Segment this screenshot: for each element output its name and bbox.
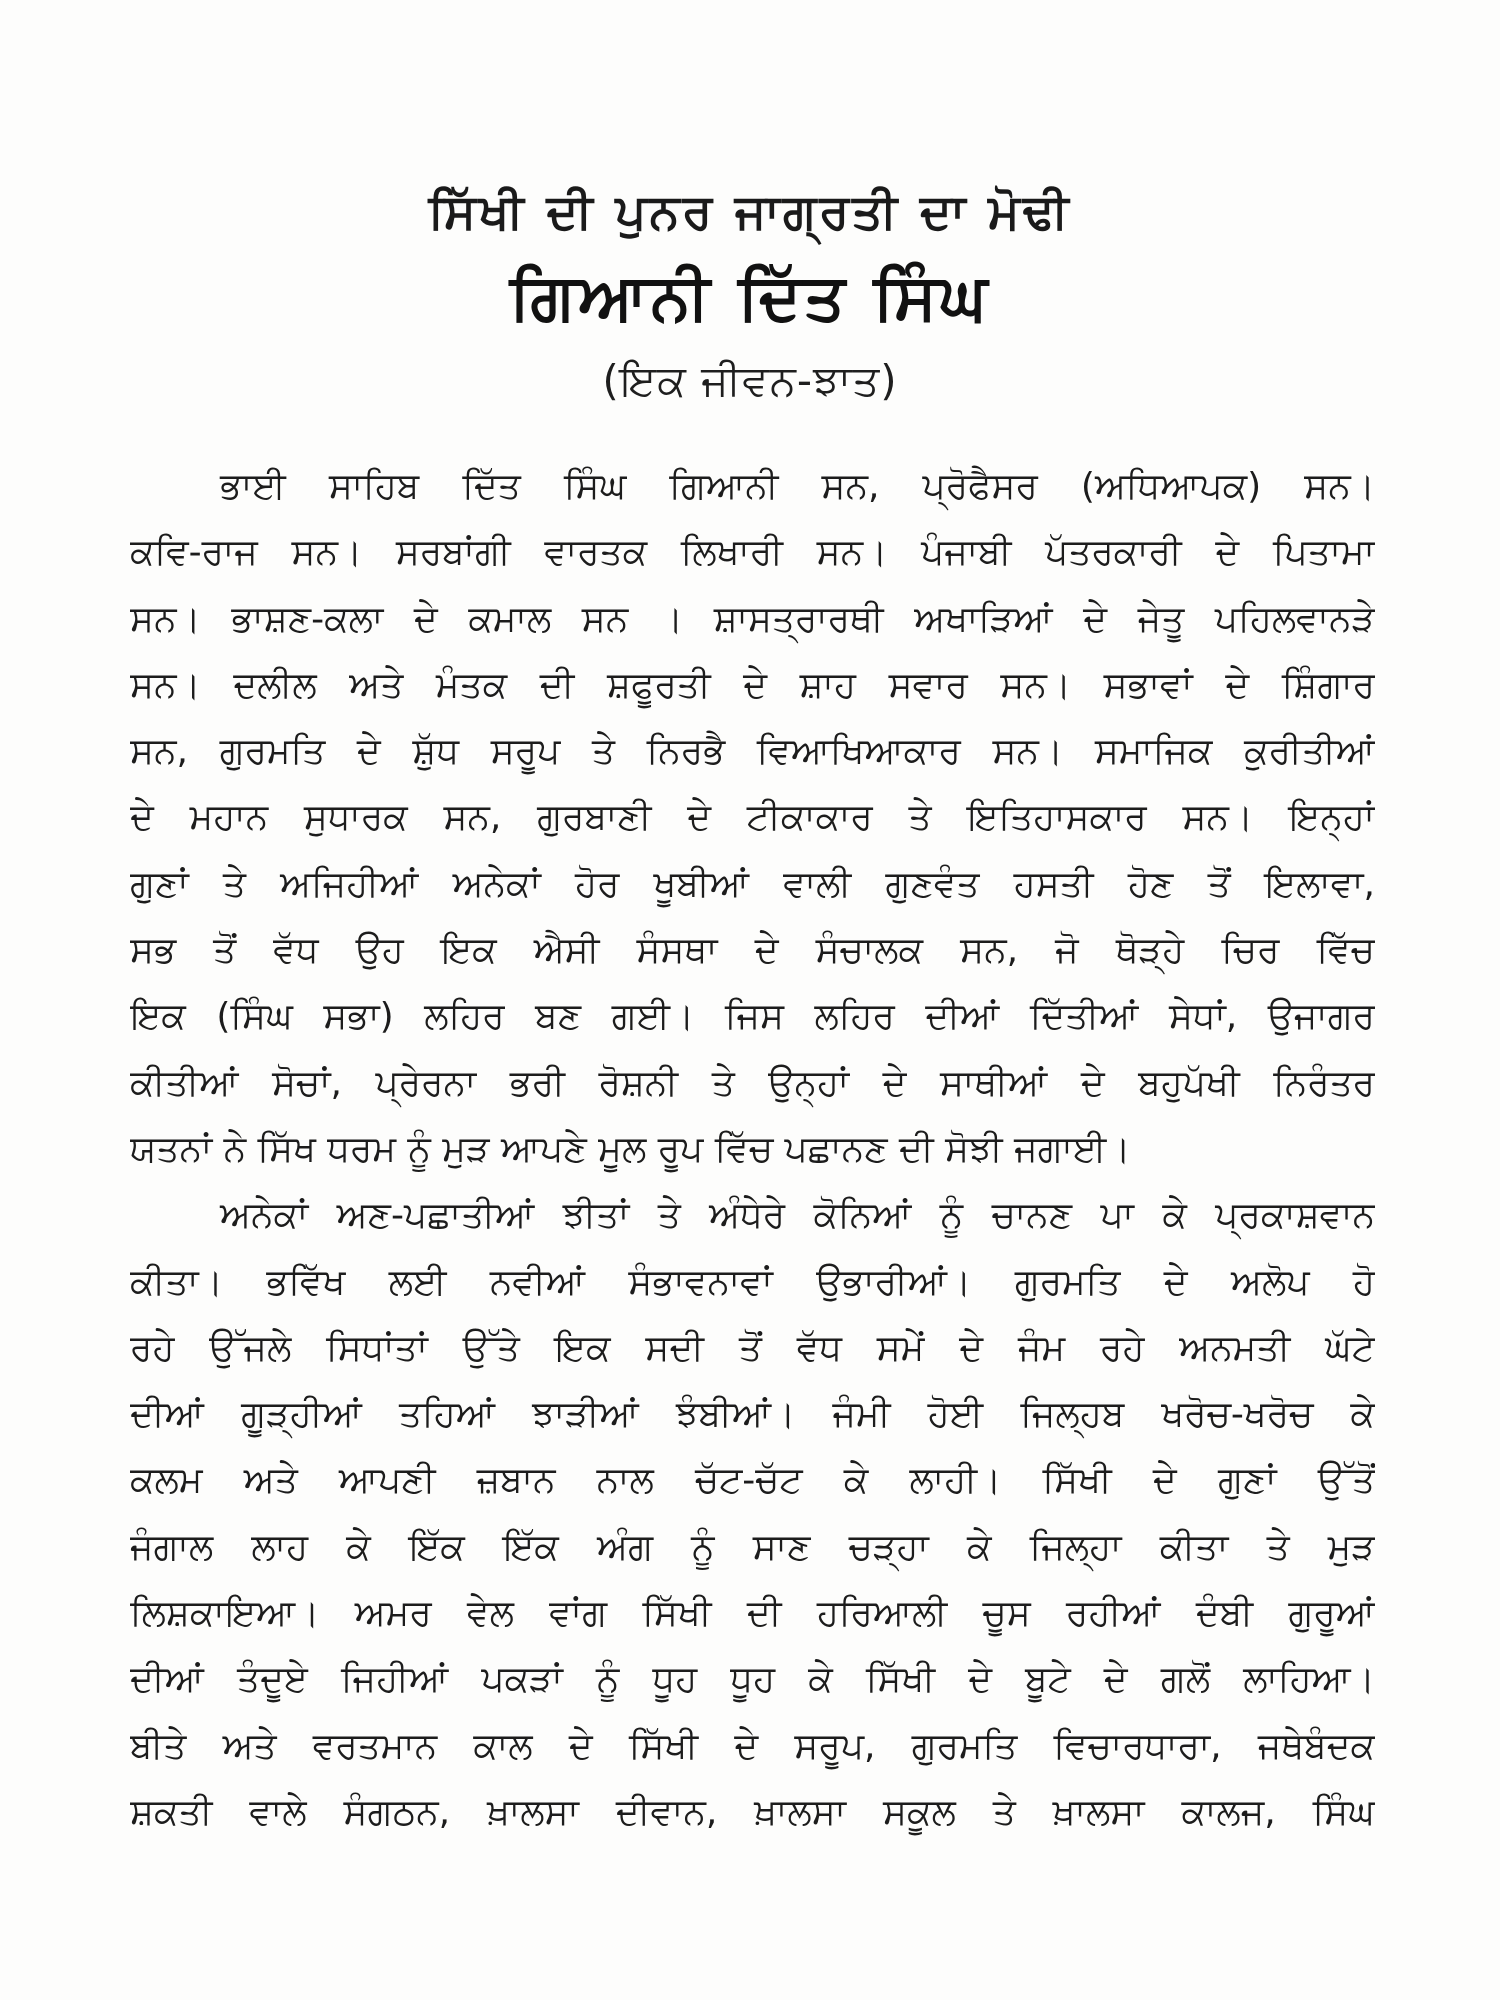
paragraph-2-line: ਸ਼ਕਤੀ ਵਾਲੇ ਸੰਗਠਨ, ਖ਼ਾਲਸਾ ਦੀਵਾਨ, ਖ਼ਾਲਸਾ ਸਕੂਲ ਤੇ ਖ਼ਾਲਸਾ ਕਾਲਜ, ਸਿੰਘ — [130, 1791, 1375, 1833]
paragraph-1-line: ਕੀਤੀਆਂ ਸੋਚਾਂ, ਪ੍ਰੇਰਨਾ ਭਰੀ ਰੋਸ਼ਨੀ ਤੇ ਉਨ੍ਹਾਂ ਦੇ ਸਾਥੀਆਂ ਦੇ ਬਹੁਪੱਖੀ ਨਿਰੰਤਰ — [130, 1062, 1375, 1104]
page-title-line-1: ਸਿੱਖੀ ਦੀ ਪੁਨਰ ਜਾਗ੍ਰਤੀ ਦਾ ਮੋਢੀ — [428, 184, 1072, 240]
paragraph-1-line: ਭਾਈ ਸਾਹਿਬ ਦਿੱਤ ਸਿੰਘ ਗਿਆਨੀ ਸਨ, ਪ੍ਰੋਫੈਸਰ (ਅਧਿਆਪਕ) ਸਨ। — [220, 466, 1375, 507]
paragraph-2-line: ਅਨੇਕਾਂ ਅਣ-ਪਛਾਤੀਆਂ ਝੀਤਾਂ ਤੇ ਅੰਧੇਰੇ ਕੋਨਿਆਂ ਨੂੰ ਚਾਨਣ ਪਾ ਕੇ ਪ੍ਰਕਾਸ਼ਵਾਨ — [220, 1195, 1375, 1237]
paragraph-2-line: ਦੀਆਂ ਤੰਦੂਏ ਜਿਹੀਆਂ ਪਕੜਾਂ ਨੂੰ ਧੂਹ ਧੂਹ ਕੇ ਸਿੱਖੀ ਦੇ ਬੂਟੇ ਦੇ ਗਲੋਂ ਲਾਹਿਆ। — [130, 1659, 1375, 1701]
paragraph-1-line: ਸਭ ਤੋਂ ਵੱਧ ਉਹ ਇਕ ਐਸੀ ਸੰਸਥਾ ਦੇ ਸੰਚਾਲਕ ਸਨ, ਜੋ ਥੋੜ੍ਹੇ ਚਿਰ ਵਿੱਚ — [130, 930, 1375, 972]
paragraph-2-line: ਰਹੇ ਉੱਜਲੇ ਸਿਧਾਂਤਾਂ ਉੱਤੇ ਇਕ ਸਦੀ ਤੋਂ ਵੱਧ ਸਮੇਂ ਦੇ ਜੰਮ ਰਹੇ ਅਨਮਤੀ ਘੱਟੇ — [130, 1327, 1375, 1369]
page-subtitle: (ਇਕ ਜੀਵਨ-ਝਾਤ) — [602, 356, 898, 405]
paragraph-2-line: ਜੰਗਾਲ ਲਾਹ ਕੇ ਇੱਕ ਇੱਕ ਅੰਗ ਨੂੰ ਸਾਣ ਚੜ੍ਹਾ ਕੇ ਜਿਲ੍ਹਾ ਕੀਤਾ ਤੇ ਮੁੜ — [130, 1526, 1375, 1568]
paragraph-1-line: ਇਕ (ਸਿੰਘ ਸਭਾ) ਲਹਿਰ ਬਣ ਗਈ। ਜਿਸ ਲਹਿਰ ਦੀਆਂ ਦਿੱਤੀਆਂ ਸੇਧਾਂ, ਉਜਾਗਰ — [130, 996, 1375, 1038]
paragraph-1-line: ਯਤਨਾਂ ਨੇ ਸਿੱਖ ਧਰਮ ਨੂੰ ਮੁੜ ਆਪਣੇ ਮੂਲ ਰੂਪ ਵਿੱਚ ਪਛਾਨਣ ਦੀ ਸੋਝੀ ਜਗਾਈ। — [130, 1128, 1131, 1170]
paragraph-1-line: ਕਵਿ-ਰਾਜ ਸਨ। ਸਰਬਾਂਗੀ ਵਾਰਤਕ ਲਿਖਾਰੀ ਸਨ। ਪੰਜਾਬੀ ਪੱਤਰਕਾਰੀ ਦੇ ਪਿਤਾਮਾ — [130, 532, 1375, 574]
paragraph-1-line: ਸਨ। ਭਾਸ਼ਣ-ਕਲਾ ਦੇ ਕਮਾਲ ਸਨ । ਸ਼ਾਸਤ੍ਰਾਰਥੀ ਅਖਾੜਿਆਂ ਦੇ ਜੇਤੂ ਪਹਿਲਵਾਨੜੇ — [130, 598, 1375, 640]
paragraph-2-line: ਲਿਸ਼ਕਾਇਆ। ਅਮਰ ਵੇਲ ਵਾਂਗ ਸਿੱਖੀ ਦੀ ਹਰਿਆਲੀ ਚੂਸ ਰਹੀਆਂ ਦੰਬੀ ਗੁਰੂਆਂ — [130, 1593, 1375, 1635]
title-block — [0, 172, 1500, 418]
paragraph-2-line: ਕਲਮ ਅਤੇ ਆਪਣੀ ਜ਼ਬਾਨ ਨਾਲ ਚੱਟ-ਚੱਟ ਕੇ ਲਾਹੀ। ਸਿੱਖੀ ਦੇ ਗੁਣਾਂ ਉੱਤੋਂ — [130, 1460, 1375, 1502]
paragraph-1-line: ਸਨ। ਦਲੀਲ ਅਤੇ ਮੰਤਕ ਦੀ ਸ਼ਫੂਰਤੀ ਦੇ ਸ਼ਾਹ ਸਵਾਰ ਸਨ। ਸਭਾਵਾਂ ਦੇ ਸ਼ਿੰਗਾਰ — [130, 664, 1375, 706]
paragraph-2-line: ਦੀਆਂ ਗੂੜ੍ਹੀਆਂ ਤਹਿਆਂ ਝਾੜੀਆਂ ਝੰਬੀਆਂ। ਜੰਮੀ ਹੋਈ ਜਿਲ੍ਹਬ ਖਰੋਚ-ਖਰੋਚ ਕੇ — [130, 1394, 1375, 1436]
page-title-name: ਗਿਆਨੀ ਦਿੱਤ ਸਿੰਘ — [509, 261, 991, 335]
paragraph-1-line: ਸਨ, ਗੁਰਮਤਿ ਦੇ ਸ਼ੁੱਧ ਸਰੂਪ ਤੇ ਨਿਰਭੈ ਵਿਆਖਿਆਕਾਰ ਸਨ। ਸਮਾਜਿਕ ਕੁਰੀਤੀਆਂ — [130, 731, 1375, 773]
body-paragraphs — [130, 454, 1375, 1846]
paragraph-1-line: ਗੁਣਾਂ ਤੇ ਅਜਿਹੀਆਂ ਅਨੇਕਾਂ ਹੋਰ ਖੂਬੀਆਂ ਵਾਲੀ ਗੁਣਵੰਤ ਹਸਤੀ ਹੋਣ ਤੋਂ ਇਲਾਵਾ, — [130, 863, 1375, 905]
paragraph-2-line: ਕੀਤਾ। ਭਵਿੱਖ ਲਈ ਨਵੀਆਂ ਸੰਭਾਵਨਾਵਾਂ ਉਭਾਰੀਆਂ। ਗੁਰਮਤਿ ਦੇ ਅਲੋਪ ਹੋ — [130, 1261, 1375, 1303]
paragraph-2-line: ਬੀਤੇ ਅਤੇ ਵਰਤਮਾਨ ਕਾਲ ਦੇ ਸਿੱਖੀ ਦੇ ਸਰੂਪ, ਗੁਰਮਤਿ ਵਿਚਾਰਧਾਰਾ, ਜਥੇਬੰਦਕ — [130, 1725, 1375, 1767]
paragraph-1-line: ਦੇ ਮਹਾਨ ਸੁਧਾਰਕ ਸਨ, ਗੁਰਬਾਣੀ ਦੇ ਟੀਕਾਕਾਰ ਤੇ ਇਤਿਹਾਸਕਾਰ ਸਨ। ਇਨ੍ਹਾਂ — [130, 797, 1375, 839]
